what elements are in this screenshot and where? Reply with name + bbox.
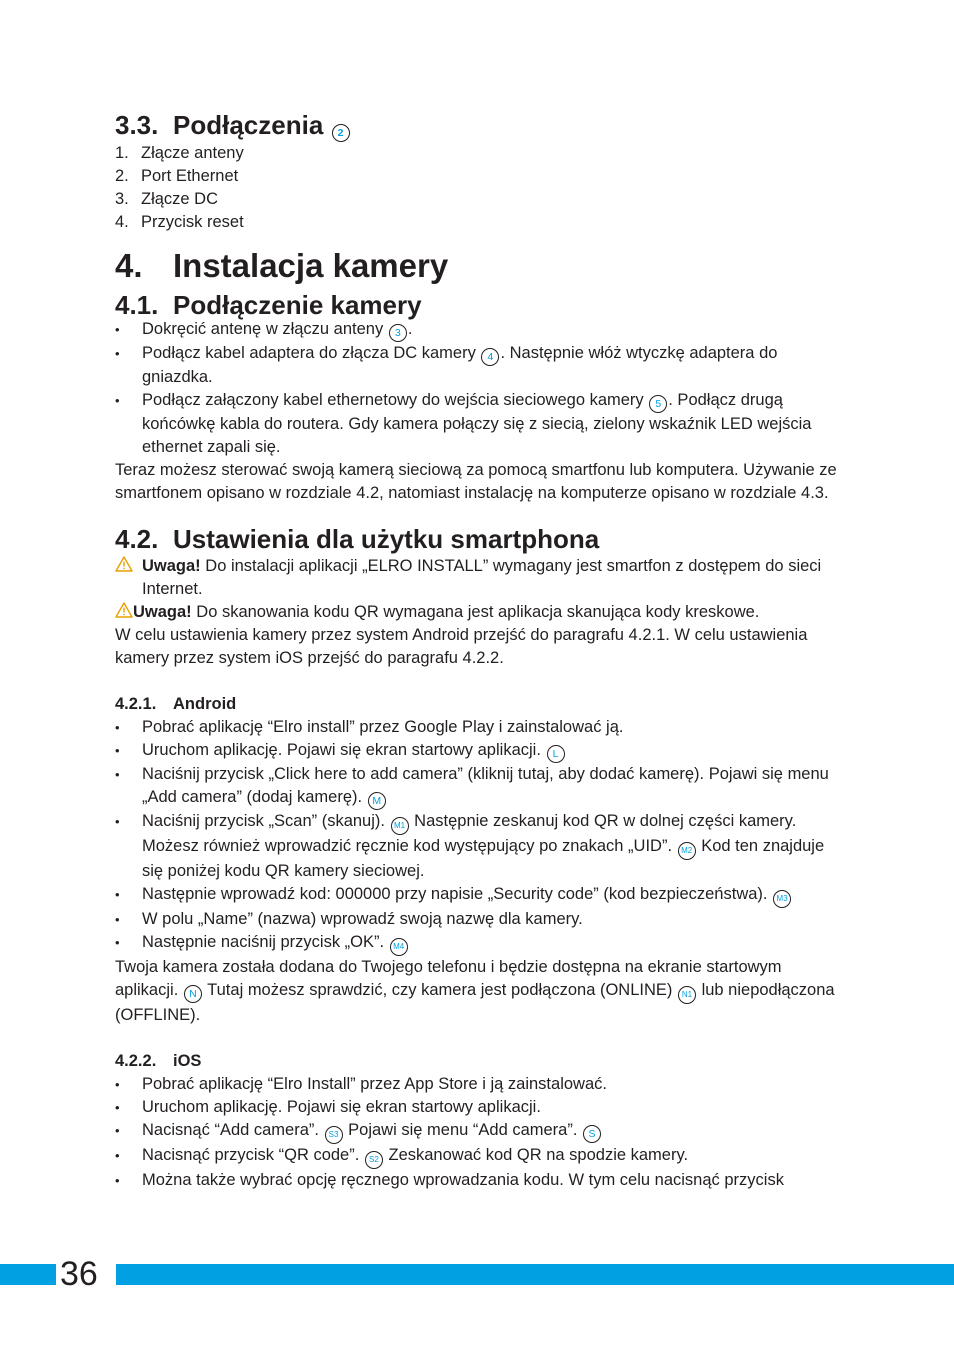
callout-badge: 4 xyxy=(481,348,499,366)
paragraph: Twoja kamera została dodana do Twojego telefonu i będzie dostępna na ekranie startowym aplikacji. N Tutaj możesz sprawdzić, czy kamera jest podłączona (ONLINE) N1 lub niepodłączona (OFFLINE). xyxy=(115,958,835,1024)
callout-badge: M2 xyxy=(678,842,696,860)
callout-badge: 5 xyxy=(649,395,667,413)
callout-badge: 3 xyxy=(389,324,407,342)
callout-badge: S xyxy=(583,1125,601,1143)
callout-badge: 2 xyxy=(332,124,350,142)
list-item: 4. Przycisk reset xyxy=(115,213,244,231)
list-item: • Uruchom aplikację. Pojawi się ekran startowy aplikacji. L xyxy=(115,739,845,763)
list-item: • Uruchom aplikację. Pojawi się ekran startowy aplikacji. xyxy=(115,1096,845,1119)
paragraph: W celu ustawienia kamery przez system Android przejść do paragrafu 4.2.1. W celu ustawienia kamery przez system iOS przejść do paragrafu 4.2.2. xyxy=(115,626,808,667)
warning-icon xyxy=(115,602,133,618)
connect-camera-list xyxy=(115,318,845,459)
section-4-2-heading: 4.2. Ustawienia dla użytku smartphona xyxy=(115,524,600,554)
callout-badge: M1 xyxy=(391,817,409,835)
paragraph: Teraz możesz sterować swoją kamerą sieciową za pomocą smartfonu lub komputera. Używanie ze smartfonem opisano w rozdziale 4.2, natomiast instalację na komputerze opisano w rozdziale 4.3. xyxy=(115,461,837,502)
list-item: • W polu „Name” (nazwa) wprowadź swoją nazwę dla kamery. xyxy=(115,908,845,931)
list-item: • Naciśnij przycisk „Scan” (skanuj). M1 Następnie zeskanuj kod QR w dolnej części kamery. Możesz również wprowadzić ręcznie kod występujący po znakach „UID”. M2 Kod ten znajduje się poniżej kodu QR kamery sieciowej. xyxy=(115,810,845,883)
callout-badge: S2 xyxy=(365,1151,383,1169)
section-4-2-1-heading: 4.2.1. Android xyxy=(115,695,237,713)
section-3-3-heading: 3.3. Podłączenia 2 xyxy=(115,108,845,142)
page-content xyxy=(115,108,845,1192)
android-steps-list xyxy=(115,716,845,956)
section-4-1-heading: 4.1. Podłączenie kamery xyxy=(115,290,422,320)
list-item: • Dokręcić antenę w złączu anteny 3 . xyxy=(115,318,845,342)
list-item: 3. Złącze DC xyxy=(115,190,219,208)
list-item: • Podłącz kabel adaptera do złącza DC kamery 4 . Następnie włóż wtyczkę adaptera do gniazdka. xyxy=(115,342,845,389)
footer-bar xyxy=(0,1264,954,1285)
warning-note: Uwaga! Do skanowania kodu QR wymagana jest aplikacja skanująca kody kreskowe. xyxy=(115,601,845,624)
list-item: • Nacisnąć “Add camera”. S3 Pojawi się menu “Add camera”. S xyxy=(115,1119,845,1144)
ios-steps-list xyxy=(115,1073,845,1192)
list-item: • Nacisnąć przycisk “QR code”. S2 Zeskanować kod QR na spodzie kamery. xyxy=(115,1144,845,1169)
callout-badge: N1 xyxy=(678,986,696,1004)
callout-badge: L xyxy=(547,745,565,763)
list-item: • Pobrać aplikację “Elro install” przez Google Play i zainstalować ją. xyxy=(115,716,845,739)
list-item: • Pobrać aplikację “Elro Install” przez App Store i ją zainstalować. xyxy=(115,1073,845,1096)
list-item: • Następnie wprowadź kod: 000000 przy napisie „Security code” (kod bezpieczeństwa). M3 xyxy=(115,883,845,908)
list-item: 2. Port Ethernet xyxy=(115,167,239,185)
list-item: • Podłącz załączony kabel ethernetowy do wejścia sieciowego kamery 5 . Podłącz drugą końcówkę kabla do routera. Gdy kamera połączy się z siecią, zielony wskaźnik LED wejścia ethernet zapali się. xyxy=(115,389,845,459)
list-item: • Następnie naciśnij przycisk „OK”. M4 xyxy=(115,931,845,956)
callout-badge: M4 xyxy=(390,938,408,956)
list-item: • Można także wybrać opcję ręcznego wprowadzania kodu. W tym celu nacisnąć przycisk xyxy=(115,1169,845,1192)
chapter-4-heading: 4. Instalacja kamery xyxy=(115,247,449,284)
callout-badge: S3 xyxy=(325,1126,343,1144)
connections-list xyxy=(115,142,845,234)
section-4-2-2-heading: 4.2.2. iOS xyxy=(115,1052,202,1070)
callout-badge: M xyxy=(368,792,386,810)
warning-icon xyxy=(115,556,133,572)
callout-badge: M3 xyxy=(773,890,791,908)
page-number: 36 xyxy=(60,1255,98,1293)
list-item: 1. Złącze anteny xyxy=(115,144,244,162)
list-item: • Naciśnij przycisk „Click here to add camera” (kliknij tutaj, aby dodać kamerę). Pojawi się menu „Add camera” (dodaj kamerę). M xyxy=(115,763,845,810)
warning-note: Uwaga! Do instalacji aplikacji „ELRO INSTALL” wymagany jest smartfon z dostępem do sieci Internet. xyxy=(115,555,845,601)
callout-badge: N xyxy=(184,985,202,1003)
